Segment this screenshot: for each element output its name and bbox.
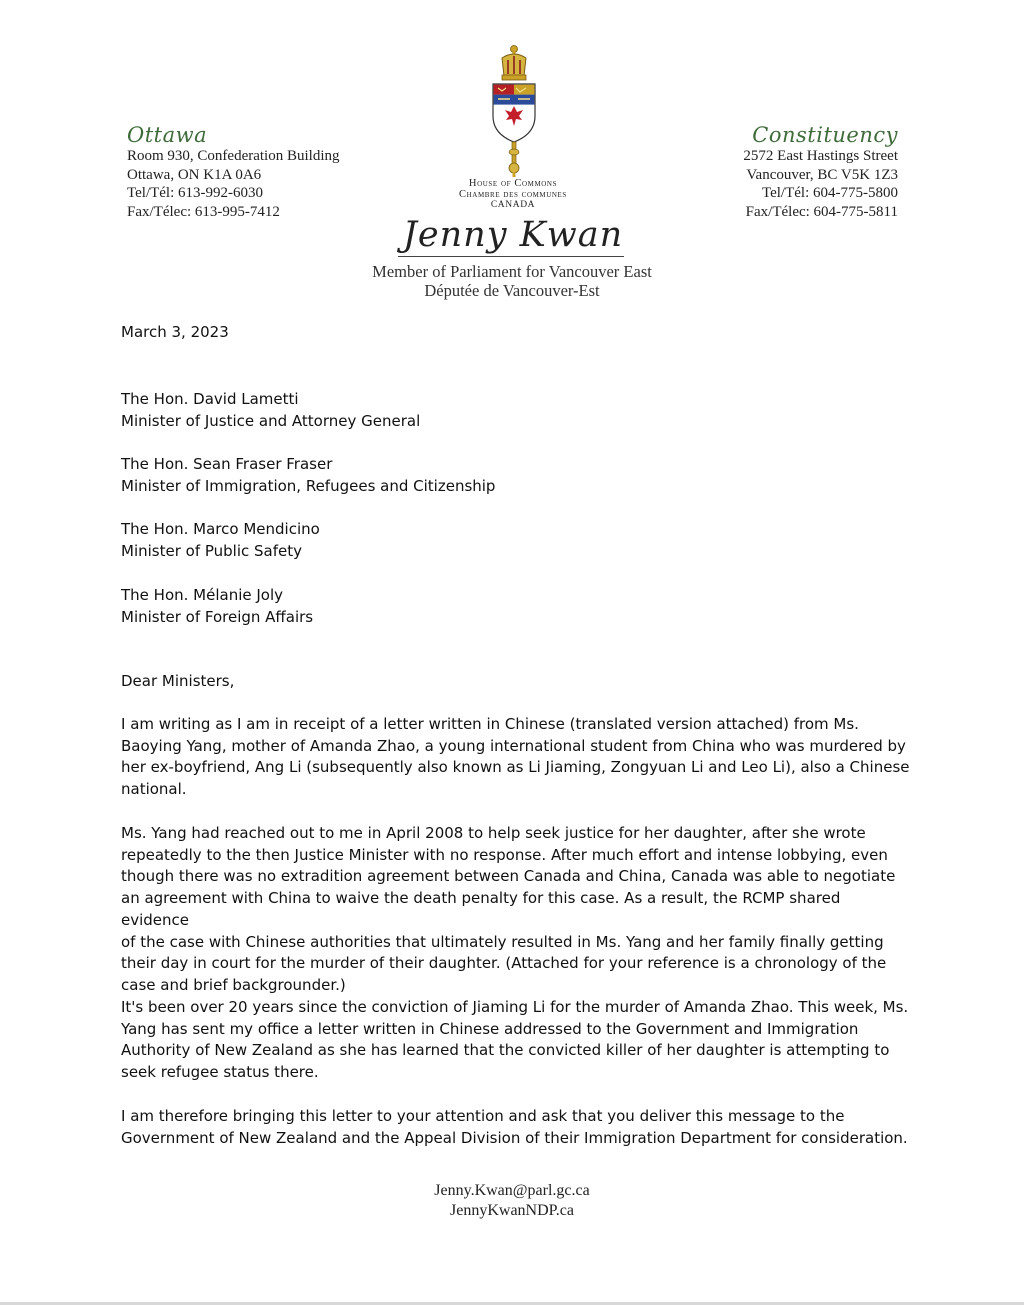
house-of-commons-crest-icon [486, 44, 542, 178]
house-en: House of Commons [468, 178, 558, 189]
paragraph-line: their day in court for the murder of their daughter. (Attached for your reference is a chronology of the [121, 954, 887, 973]
constituency-city-line: Vancouver, BC V5K 1Z3 [746, 166, 898, 183]
paragraph-line: repeatedly to the then Justice Minister with no response. After much effort and intense lobbying, even [121, 845, 888, 864]
paragraph-line: seek refugee status there. [121, 1063, 319, 1082]
paragraph-line: national. [121, 780, 187, 799]
recipient-name: The Hon. David Lametti [121, 390, 299, 408]
constituency-office-block [743, 123, 898, 221]
letter-paragraph [121, 714, 911, 801]
house-of-commons-label [430, 178, 596, 211]
ottawa-address-line: Room 930, Confederation Building [127, 148, 340, 164]
constituency-fax: Fax/Télec: 604-775-5811 [745, 203, 898, 220]
recipient-block [121, 519, 320, 562]
recipient-role: Minister of Foreign Affairs [121, 607, 314, 626]
letter-paragraph [121, 823, 911, 997]
recipient-name: The Hon. Mélanie Joly [121, 586, 284, 604]
ottawa-city-line: Ottawa, ON K1A 0A6 [127, 166, 262, 183]
mp-name-underline [398, 256, 624, 257]
salutation: Dear Ministers, [121, 672, 235, 690]
recipient-role: Minister of Justice and Attorney General [121, 411, 421, 430]
ottawa-office-block [127, 123, 339, 221]
constituency-address-line: 2572 East Hastings Street [743, 148, 898, 164]
paragraph-line: though there was no extradition agreement between Canada and China, Canada was able to negotiate [121, 867, 896, 886]
paragraph-line: Ms. Yang had reached out to me in April 2008 to help seek justice for her daughter, after she wrote [121, 824, 866, 842]
recipient-block [121, 389, 420, 432]
paragraph-line: her ex-boyfriend, Ang Li (subsequently also known as Li Jiaming, Zongyuan Li and Leo Li), also a Chinese [121, 758, 910, 777]
paragraph-line: Baoying Yang, mother of Amanda Zhao, a young international student from China who was murdered by [121, 736, 906, 755]
paragraph-line: Authority of New Zealand as she has learned that the convicted killer of her daughter is attempting to [121, 1041, 890, 1060]
ottawa-tel: Tel/Tél: 613-992-6030 [127, 185, 264, 201]
footer-email-link[interactable]: Jenny.Kwan@parl.gc.ca [434, 1182, 590, 1199]
paragraph-line: It's been over 20 years since the conviction of Jiaming Li for the murder of Amanda Zhao. This week, Ms. [121, 998, 909, 1016]
recipient-name: The Hon. Marco Mendicino [121, 520, 320, 538]
footer-website-link[interactable]: JennyKwanNDP.ca [450, 1202, 574, 1219]
letter-date: March 3, 2023 [121, 323, 229, 341]
paragraph-line: Yang has sent my office a letter written in Chinese addressed to the Government and Immigration [121, 1019, 859, 1038]
letter-footer [362, 1181, 662, 1221]
recipient-block [121, 585, 313, 628]
letter-paragraph [121, 997, 911, 1084]
recipient-block [121, 454, 495, 497]
paragraph-line: of the case with Chinese authorities that ultimately resulted in Ms. Yang and her family finally getting [121, 932, 884, 951]
constituency-tel: Tel/Tél: 604-775-5800 [761, 185, 898, 201]
ottawa-heading: Ottawa [127, 123, 208, 147]
recipient-role: Minister of Public Safety [121, 541, 303, 560]
paragraph-line: I am writing as I am in receipt of a letter written in Chinese (translated version attached) from Ms. [121, 715, 859, 733]
constituency-heading: Constituency [752, 123, 898, 147]
recipient-name: The Hon. Sean Fraser Fraser [121, 455, 333, 473]
paragraph-line: an agreement with China to waive the death penalty for this case. As a result, the RCMP shared evidence [121, 889, 841, 929]
letter-paragraph [121, 1106, 911, 1149]
paragraph-line: Government of New Zealand and the Appeal Division of their Immigration Department for consideration. [121, 1128, 908, 1147]
mp-title-en: Member of Parliament for Vancouver East [372, 262, 652, 281]
house-country: CANADA [490, 200, 536, 210]
mp-title [300, 262, 724, 300]
paragraph-line: case and brief backgrounder.) [121, 975, 346, 994]
mp-name: Jenny Kwan [402, 215, 624, 255]
recipient-role: Minister of Immigration, Refugees and Citizenship [121, 476, 496, 495]
mp-title-fr: Députée de Vancouver-Est [424, 281, 600, 300]
house-fr: Chambre des communes [459, 189, 567, 200]
ottawa-fax: Fax/Télec: 613-995-7412 [127, 203, 280, 220]
paragraph-line: I am therefore bringing this letter to your attention and ask that you deliver this message to the [121, 1107, 845, 1125]
